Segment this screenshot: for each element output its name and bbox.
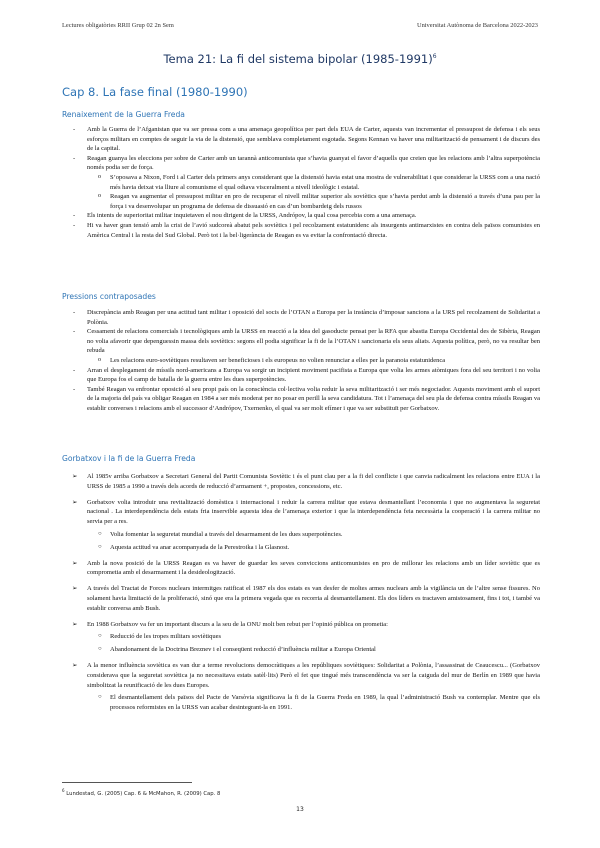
sub-list-item: [62, 645, 540, 655]
sub-list-item-text: Reducció de les tropes militars soviètiques: [110, 633, 222, 641]
running-header-right: Universitat Autònoma de Barcelona 2022-2023: [416, 22, 538, 29]
list-item: [62, 472, 540, 492]
list-item-text: A través del Tractat de Forces nuclears intermitges ratificat el 1987 els dos estats es van desfer de moltes armes nuclears amb la vigilància un de l’altre sense fissures. No solament havia limitació de la proliferació, sinó que era la primera vegada que es recorria al desmantellament. Els dos líders es tractaven amistosament, fins i tot, i també va establir conversa amb Bush.: [87, 585, 540, 612]
list-item: [62, 620, 540, 630]
sub-list-item-text: Volia fomentar la seguretat mundial a través del desarmament de les dues superpotències.: [110, 530, 343, 538]
arrow-bullet-icon: ➢: [72, 661, 78, 669]
list-item: [62, 366, 540, 385]
sub-list-item: [62, 693, 540, 713]
page-title: [0, 52, 600, 66]
list-item-text: Al 1985v arriba Gorbatxov a Secretari General del Partit Comunista Soviètic i és el punt clau per a la fi del conflicte i que canvia radicalment les relacions entre EUA i la URSS de 1985 a 1990 a través dels acords de reducció d’armament +, propostes, concessions, etc.: [87, 473, 540, 490]
sub-list-item-text: S’oposava a Nixon, Ford i al Carter dels primers anys considerant que la distensió havia estat una mostra de vulnerabilitat i que considerar la URSS com a una nació més havia deixat via lliure al comunisme el qual odiava visceralment a nivell ideològic i estatal.: [110, 173, 540, 191]
dash-marker: -: [73, 212, 76, 220]
sub-list-item-text: Abandonament de la Doctrina Breznev i el conseqüent reducció d’influència militar a Europa Oriental: [110, 646, 376, 654]
dash-marker: -: [73, 154, 76, 162]
sub-list-item: [62, 632, 540, 642]
list-item-text: Discrepància amb Reagan per una actitud tant militar i oposició del socis de l’OTAN a Europa per la instància d’imposar sancions a la URS pel recolzament de Solidaritat a Polònia.: [87, 309, 540, 326]
sub-list-item-text: Reagan va augmentar el pressupost militar en pro de recuperar el nivell militar superior als soviètics que s’havia perdut amb la distensió a través d’una pau per la força i va desenvolupar un programa de defensa de dissuasió en cas d’un bombardeig dels russos: [110, 193, 540, 210]
list-item: [62, 221, 540, 240]
page-number: 13: [296, 806, 304, 813]
list-item: [62, 559, 540, 579]
title-footnote-ref: 6: [432, 53, 437, 61]
list-item: [62, 661, 540, 690]
sub-list-item: [62, 192, 540, 211]
list-item-text: Els intents de superioritat militar inquietaven el nou dirigent de la URSS, Andrópov, la qual cosa percebia com a una amenaça.: [87, 212, 417, 220]
list-item: [62, 327, 540, 356]
list-item-text: També Reagan va enfrontar oposició al seu propi país on la consciència col·lectiva volia reduir la seva militarització i ser més negociador. Aquests moviment amb el suport de la majoria del país va obligar Reagan en 1984 a ser més moderat per no posar en perill la seva candidatura. Tot i l’amenaça del seu pla de defensa contra míssils Reagan va establir converses i relacions amb el successor d’Andrópov, Txernenko, el qual va ser molt efímer i que va ser substituït per Gorbatxov.: [87, 385, 540, 412]
arrow-bullet-icon: ➢: [72, 473, 78, 480]
title-text: Tema 21: La fi del sistema bipolar (1985-1991): [163, 52, 433, 66]
section-renaixement: [62, 125, 540, 240]
section-heading-pressions: Pressions contraposades: [62, 292, 156, 301]
sub-list-item-text: El desmantellament dels països del Pacte de Varsòvia significava la fi de la Guerra Freda en 1989, la qual l’administració Bush va contemplar. Mentre que els processos reformistes en la URSS van acabar desintegrant-la en 1991.: [110, 694, 540, 712]
list-item-text: A la menor influència soviètica es van dur a terme revolucions democràtiques a les repúbliques soviètiques: Solidaritat a Polònia, l’assassinat de Ceaucescu... (Gorbatxov considerava que la seguretat soviètica ja no necessitava estats satèl·lits) Però el fet que tingué més transcendència va ser la caiguda del mur de Berlín en 1989 que havia simbolitzat la reunificació de les dues Europes.: [87, 661, 540, 689]
bullet-marker: o: [98, 193, 101, 200]
dash-marker: -: [73, 328, 76, 336]
sub-list-item: [62, 356, 540, 366]
running-header-left: Lectures obligatòries RRII Grup 02 2n Sem: [62, 22, 174, 29]
section-heading-gorbatxov: Gorbatxov i la fi de la Guerra Freda: [62, 454, 196, 463]
circle-bullet-icon: ○: [98, 633, 102, 640]
circle-bullet-icon: ○: [98, 543, 102, 550]
list-item: [62, 154, 540, 173]
list-item-text: Gorbatxov volia introduir una revitalització domèstica i internacional i reduir la carrera militar que estava desmantellant l’economia i que no augmentava la seguretat nacional . La interdependència dels estats fria inservible aquesta idea de l’amenaça exterior i que la interdependència feia necessària la cooperació i la carrera militar no servia per a res.: [87, 498, 540, 526]
sub-list-item: [62, 530, 540, 540]
chapter-heading: Cap 8. La fase final (1980-1990): [62, 85, 248, 99]
footnote: [62, 788, 220, 797]
sub-list-item-text: Les relacions euro-soviètiques resultaven ser beneficioses i els europeus no volien renunciar a elles per la paranoia estatunidenca: [110, 356, 446, 364]
sub-list-item: [62, 173, 540, 192]
list-item-text: Amb la nova posició de la URSS Reagan es va haver de guardar les seves conviccions anticomunistes en pro de millorar les relacions amb un líder soviètic que es comprometia amb el desarmament i la desideologització.: [87, 559, 540, 577]
list-item: [62, 385, 540, 414]
arrow-bullet-icon: ➢: [72, 585, 78, 593]
sub-list-item-text: Aquesta actitud va anar acompanyada de la Perestroika i la Glasnost.: [110, 543, 290, 551]
circle-bullet-icon: ○: [98, 694, 102, 701]
arrow-bullet-icon: ➢: [72, 498, 78, 506]
dash-marker: -: [73, 309, 76, 316]
list-item-text: Amb la Guerra de l’Afganistan que va ser pressa com a una amenaça geopolítica per part dels EUA de Carter, aquests van incrementar el pressupost de defensa i els seus esforços militars en comptes de seguir la via de la distensió, que semblava completament esgotada. Segons Kennan va haver una militarització de pensament i de discurs des de la capital.: [87, 126, 540, 153]
list-item-text: Arran el desplegament de míssils nord-americans a Europa va sorgir un incipient moviment pacifista a Europa que volia les armes atòmiques fora del seu territori i no volia que Europa fos el camp de batalla de la guerra entre les dues superpotències.: [87, 366, 540, 384]
list-item: [62, 125, 540, 154]
circle-bullet-icon: ○: [98, 530, 102, 537]
dash-marker: -: [73, 366, 76, 374]
list-item: [62, 211, 540, 221]
bullet-marker: o: [98, 173, 101, 180]
list-item-text: En 1988 Gorbatxov va fer un important discurs a la seu de la ONU molt ben rebut per l’opinió pública on prometia:: [87, 620, 388, 628]
list-item-text: Reagan guanya les eleccions per sobre de Carter amb un tarannà anticomunista que s’havia guanyat el favor d’aquells que creien que les relacions amb l’altra superpotència només podia ser de força.: [87, 154, 540, 172]
footnote-separator: [62, 782, 192, 783]
dash-marker: -: [73, 221, 76, 229]
section-heading-renaixement: Renaixement de la Guerra Freda: [62, 110, 185, 119]
footnote-text: Lundestad, G. (2005) Cap. 6 & McMahon, R. (2009) Cap. 8: [66, 790, 221, 797]
arrow-bullet-icon: ➢: [72, 620, 78, 628]
list-item: [62, 584, 540, 613]
section-pressions: [62, 308, 540, 414]
dash-marker: -: [73, 385, 76, 393]
list-item-text: Cessament de relacions comercials i tecnològiques amb la URSS en reacció a la idea del gasoducte pensat per la RFA que abastia Europa Occidental des de Sibèria, Reagan no volia afavorir que depenguessin massa dels soviètics: segons ell podia significar la fi de la l’OTAN i sancionaria els seus aliats. Aquesta política, però, no va resultar ben rebuda: [87, 328, 540, 355]
arrow-bullet-icon: ➢: [72, 559, 78, 567]
dash-marker: -: [73, 126, 76, 133]
sub-list-item: [62, 543, 540, 553]
footnote-marker: 6: [62, 788, 65, 793]
bullet-marker: o: [98, 356, 101, 363]
list-item-text: Hi va haver gran tensió amb la crisi de l’avió sudcoreà abatut pels soviètics i pel recolzament estatunidenc als insurgents antimarxistes en contra dels països comunistes en Amèrica Central i la resta del Sud Global. Però tot i la bel·ligerància de Reagan es va evitar la confrontació directa.: [87, 221, 540, 239]
list-item: [62, 498, 540, 527]
section-gorbatxov: [62, 466, 540, 713]
list-item: [62, 308, 540, 327]
circle-bullet-icon: ○: [98, 646, 102, 653]
